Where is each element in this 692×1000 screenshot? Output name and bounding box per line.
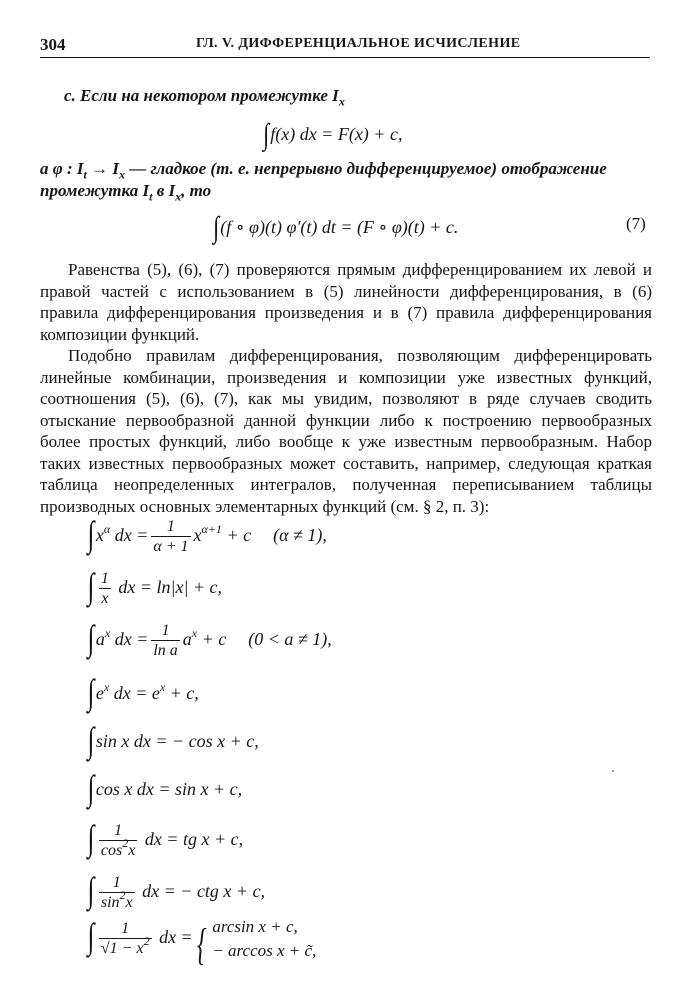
f3-pow: x	[104, 626, 111, 640]
subscript-x: x	[338, 94, 345, 109]
f9-fraction	[99, 920, 152, 958]
subscript-t: t	[83, 167, 87, 182]
equation-number: (7)	[626, 214, 646, 233]
integral-sign: ∫	[87, 768, 95, 808]
f3-rhs-end: + c	[197, 629, 227, 649]
f9-dx: dx =	[154, 927, 193, 947]
integral-sign: ∫	[87, 916, 95, 956]
header-rule	[40, 57, 650, 58]
page-number: 304	[40, 35, 66, 54]
f5-text: sin x dx = − cos x + c,	[95, 731, 259, 751]
f9-num: 1	[99, 920, 152, 939]
paragraph-2-text: Подобно правилам дифференцирования, позволяющим дифференцировать линейные комбинации, произведения и композиции уже известных функций, соотношения (5), (6), (7), как мы увидим, позволяют в ряде случаев сводить отыскание первообразной данной функции либо к построению первообразных более простых функций, либо вообще к уже известным первообразным. Набор таких известных первообразных может составить, например, следующая краткая таблица неопределенных интегралов, полученная переписыванием таблицы производных основных элементарных функций (см. § 2, п. 3):	[40, 346, 652, 516]
integral-sign: ∫	[87, 566, 95, 606]
integral-formula-1	[86, 508, 327, 556]
f3-fraction	[151, 622, 179, 660]
f3-num: 1	[151, 622, 179, 641]
integral-formula-9	[86, 910, 317, 970]
integral-sign: ∫	[87, 672, 95, 712]
f8-rest: dx = − ctg x + c,	[137, 881, 266, 901]
f4-pow2: x	[159, 680, 166, 694]
f1-den: α + 1	[153, 537, 189, 555]
f2-num: 1	[100, 569, 109, 587]
left-brace-icon: {	[196, 920, 207, 970]
f4-base: e	[95, 683, 104, 703]
statement-text-1: Если на некотором промежутке I	[80, 86, 339, 105]
formula-b	[212, 207, 459, 244]
f9-den-pow: 2	[143, 933, 150, 948]
f2-rest: dx = ln|x| + c,	[113, 577, 223, 597]
statement-line-3	[40, 181, 211, 204]
paragraph-1	[40, 259, 652, 345]
f1-base: x	[95, 525, 104, 545]
f1-fraction	[151, 518, 190, 556]
subscript-t-2: t	[149, 189, 153, 204]
f2-fraction	[99, 570, 111, 608]
f9-cases	[212, 915, 316, 963]
f7-den-pow: 2	[122, 835, 129, 850]
f1-rhs-pow: α+1	[201, 522, 222, 536]
f9-den	[99, 933, 152, 958]
f4-end: + c,	[165, 683, 199, 703]
f4-pow: x	[103, 680, 110, 694]
formula-a-body: f(x) dx = F(x) + c,	[270, 124, 403, 144]
integral-sign: ∫	[87, 618, 95, 658]
subscript-x-2: x	[118, 167, 125, 182]
f8-den-end: x	[125, 893, 133, 911]
statement-text-2c: — гладкое (т. е. непрерывно дифференцируемое) отображение	[124, 159, 607, 178]
integral-sign: ∫	[87, 870, 95, 910]
f1-num: 1	[151, 518, 190, 537]
f6-text: cos x dx = sin x + c,	[95, 779, 243, 799]
scan-speck	[612, 770, 614, 772]
f2-den: x	[101, 589, 109, 607]
statement-text-3a: промежутка I	[40, 181, 150, 200]
statement-text-3c: , то	[181, 181, 212, 200]
subscript-x-3: x	[175, 189, 182, 204]
f1-rhs-base: x	[193, 525, 202, 545]
f8-den-pow: 2	[119, 887, 126, 902]
formula-b-body: (f ∘ φ)(t) φ′(t) dt = (F ∘ φ)(t) + c.	[220, 217, 459, 237]
paragraph-1-text: Равенства (5), (6), (7) проверяются прямым дифференцированием их левой и правой частей с использованием в (5) линейности дифференцирования, в (6) правила дифференцирования произведения и в (7) правила дифференцирования композиции функций.	[40, 260, 652, 344]
statement-text-2a: a φ : I	[40, 159, 84, 178]
statement-line-1	[64, 86, 345, 109]
f3-base: a	[95, 629, 105, 649]
f1-condition: (α ≠ 1),	[273, 525, 327, 545]
integral-formula-6	[86, 762, 243, 808]
integral-sign: ∫	[87, 818, 95, 858]
f9-case-1: arcsin x + c,	[212, 916, 298, 936]
f8-fraction	[99, 874, 135, 912]
f3-rhs-base: a	[182, 629, 192, 649]
f3-dx: dx =	[110, 629, 149, 649]
f1-dx: dx =	[110, 525, 149, 545]
f1-pow: α	[103, 522, 111, 536]
f7-num: 1	[99, 822, 137, 841]
f1-rhs-end: + c	[221, 525, 252, 545]
f8-num: 1	[99, 874, 135, 893]
f7-den-base: cos	[100, 841, 123, 859]
formula-a	[262, 114, 403, 151]
f9-den-base: √1 − x	[100, 939, 144, 957]
integral-formula-4	[86, 666, 199, 712]
statement-line-2	[40, 159, 607, 182]
f3-condition: (0 < a ≠ 1),	[248, 629, 332, 649]
integral-formula-3	[86, 612, 332, 660]
integral-sign: ∫	[263, 118, 270, 151]
f3-rhs-pow: x	[191, 626, 198, 640]
f3-den: ln a	[153, 641, 178, 659]
integral-sign: ∫	[87, 514, 95, 554]
integral-formula-5	[86, 714, 259, 760]
f7-rest: dx = tg x + c,	[140, 829, 244, 849]
running-head: ГЛ. V. ДИФФЕРЕНЦИАЛЬНОЕ ИСЧИСЛЕНИЕ	[196, 36, 521, 51]
integral-sign: ∫	[87, 720, 95, 760]
f7-den-end: x	[128, 841, 136, 859]
statement-text-3b: в I	[152, 181, 176, 200]
integral-sign: ∫	[213, 211, 220, 244]
integral-formula-8	[86, 864, 265, 912]
paragraph-2	[40, 345, 652, 517]
f4-mid: dx = e	[109, 683, 160, 703]
integral-formula-2	[86, 560, 222, 608]
statement-text-2b: → I	[86, 159, 119, 178]
integral-formula-7	[86, 812, 243, 860]
f7-fraction	[99, 822, 137, 860]
f8-den-base: sin	[100, 893, 120, 911]
f9-case-2: − arccos x + c̃,	[212, 940, 317, 960]
f7-den	[99, 835, 137, 860]
item-label: c.	[64, 86, 76, 105]
